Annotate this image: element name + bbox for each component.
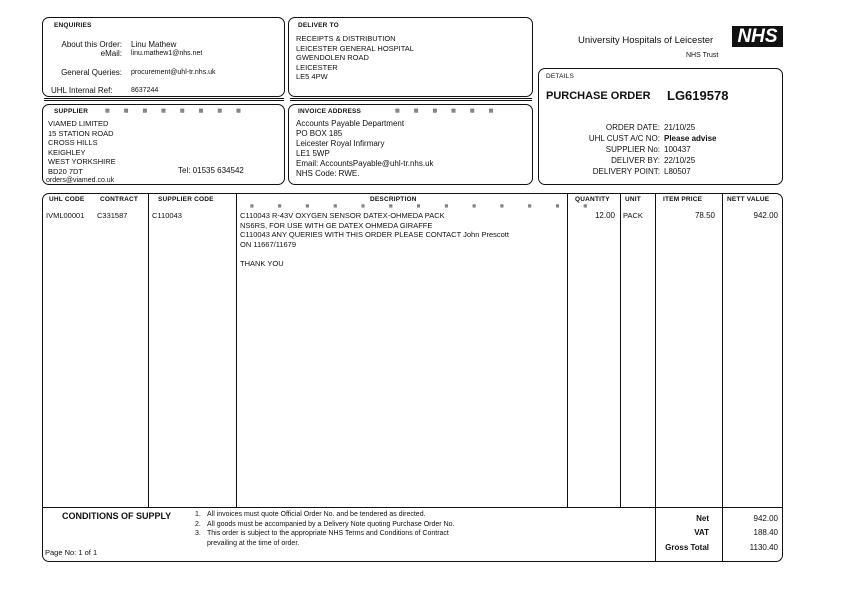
- conditions-list: [195, 510, 454, 548]
- net-label: Net: [696, 514, 709, 523]
- cell-nett-value: 942.00: [753, 211, 778, 220]
- address-line: RECEIPTS & DISTRIBUTION: [296, 34, 396, 43]
- field-label: SUPPLIER No:: [605, 145, 660, 154]
- order-date-row: [560, 123, 780, 134]
- column-divider: [148, 193, 149, 507]
- general-label: General Queries:: [61, 68, 122, 77]
- field-value: 100437: [664, 145, 691, 154]
- cell-contract: C331587: [97, 211, 128, 220]
- header-dots: ▩▩▩▩▩▩▩▩: [105, 108, 255, 114]
- address-line: LEICESTER: [296, 62, 338, 72]
- about-label: About this Order:: [61, 40, 122, 49]
- col-supplier-code: SUPPLIER CODE: [158, 196, 214, 203]
- address-line: CROSS HILLS: [48, 138, 98, 147]
- supplier-no-row: [560, 145, 780, 156]
- vat-value: 188.40: [753, 528, 778, 537]
- address-line: NHS Code: RWE.: [296, 169, 360, 178]
- cell-supplier-code: C110043: [152, 211, 182, 220]
- page-number: Page No: 1 of 1: [45, 548, 98, 557]
- deliver-to-address: [296, 34, 414, 82]
- address-line: LEICESTER GENERAL HOSPITAL: [296, 43, 414, 53]
- col-nett-value: NETT VALUE: [727, 196, 770, 203]
- condition-item: [195, 539, 454, 549]
- po-label: PURCHASE ORDER: [546, 90, 651, 102]
- supplier-address: [48, 119, 116, 176]
- condition-item: [195, 520, 454, 530]
- condition-item: [195, 510, 454, 520]
- enquiries-heading: ENQUIRIES: [54, 22, 92, 29]
- address-line: Email: AccountsPayable@uhl-tr.nhs.uk: [296, 159, 434, 168]
- deliver-to-heading: DELIVER TO: [298, 22, 339, 29]
- field-label: UHL CUST A/C NO:: [588, 134, 660, 143]
- supplier-tel: Tel: 01535 634542: [178, 166, 244, 175]
- trust-label: NHS Trust: [686, 52, 719, 59]
- ref-value: 8637244: [131, 87, 159, 94]
- address-line: WEST YORKSHIRE: [48, 157, 116, 166]
- address-line: LE5 4PW: [296, 72, 328, 81]
- conditions-heading: CONDITIONS OF SUPPLY: [62, 511, 172, 521]
- row-divider: [42, 507, 783, 508]
- address-line: VIAMED LIMITED: [48, 119, 109, 128]
- col-unit: UNIT: [625, 196, 641, 203]
- gross-total-label: Gross Total: [665, 543, 709, 552]
- condition-number: 2.: [195, 520, 201, 528]
- condition-text: prevailing at the time of order.: [207, 539, 300, 547]
- email-value: linu.mathew1@nhs.net: [131, 50, 203, 57]
- field-label: DELIVER BY:: [611, 156, 660, 165]
- cell-quantity: 12.00: [594, 211, 615, 220]
- column-divider: [567, 193, 568, 507]
- condition-number: [195, 539, 207, 549]
- address-line: KEIGHLEY: [48, 147, 86, 157]
- deliver-by-row: [560, 156, 780, 167]
- field-value: L80507: [664, 167, 691, 176]
- vat-label: VAT: [694, 528, 709, 537]
- field-value: Please advise: [664, 134, 717, 143]
- condition-text: This order is subject to the appropriate NHS Terms and Conditions of Contract: [207, 530, 449, 537]
- address-line: 15 STATION ROAD: [48, 128, 114, 138]
- condition-number: 1.: [195, 511, 201, 518]
- col-uhl-code: UHL CODE: [49, 196, 85, 203]
- cell-description: [240, 211, 509, 268]
- divider: [44, 98, 284, 101]
- details-heading: DETAILS: [546, 73, 575, 80]
- address-line: LE1 5WP: [296, 149, 330, 158]
- net-value: 942.00: [753, 514, 778, 523]
- description-line: THANK YOU: [240, 258, 284, 268]
- about-value: Linu Mathew: [131, 40, 177, 49]
- col-contract: CONTRACT: [100, 196, 139, 203]
- col-quantity: QUANTITY: [575, 196, 610, 203]
- description-line: [240, 249, 509, 259]
- description-line: NS6RS, FOR USE WITH GE DATEX OHMEDA GIRAFFE: [240, 220, 433, 230]
- address-line: PO BOX 185: [296, 129, 343, 138]
- cell-unit: PACK: [623, 211, 643, 220]
- org-name: University Hospitals of Leicester: [578, 35, 714, 46]
- invoice-address: [296, 119, 434, 179]
- description-line: ON 11667/11679: [240, 239, 297, 249]
- address-line: GWENDOLEN ROAD: [296, 53, 369, 62]
- column-divider: [620, 193, 621, 507]
- field-label: DELIVERY POINT:: [592, 167, 660, 176]
- ref-label: UHL Internal Ref:: [51, 86, 113, 95]
- condition-text: All goods must be accompanied by a Delivery Note quoting Purchase Order No.: [207, 520, 455, 528]
- address-line: Leicester Royal Infirmary: [296, 139, 385, 148]
- cell-item-price: 78.50: [694, 211, 715, 220]
- details-fields: [560, 123, 780, 178]
- condition-number: 3.: [195, 530, 201, 537]
- po-number: LG619578: [667, 88, 729, 103]
- field-value: 21/10/25: [664, 123, 696, 132]
- field-value: 22/10/25: [664, 156, 696, 165]
- description-line: C110043 ANY QUERIES WITH THIS ORDER PLEASE CONTACT John Prescott: [240, 230, 509, 239]
- gross-total-value: 1130.40: [749, 543, 778, 552]
- col-item-price: ITEM PRICE: [663, 196, 703, 203]
- supplier-email: orders@viamed.co.uk: [46, 177, 115, 184]
- email-label: eMail:: [100, 49, 122, 58]
- condition-text: All invoices must quote Official Order No. and be tendered as directed.: [207, 511, 426, 518]
- field-label: ORDER DATE:: [605, 123, 660, 132]
- divider: [290, 98, 532, 101]
- header-dots: ▩▩▩▩▩▩▩▩▩▩▩▩▩: [250, 203, 612, 208]
- address-line: BD20 7DT: [48, 166, 84, 176]
- supplier-heading: SUPPLIER: [54, 108, 89, 115]
- col-description: DESCRIPTION: [370, 196, 417, 203]
- delivery-point-row: [560, 167, 780, 178]
- nhs-logo: NHS: [732, 26, 783, 47]
- address-line: Accounts Payable Department: [296, 119, 405, 128]
- condition-item: [195, 529, 454, 539]
- cust-ac-row: [560, 134, 780, 145]
- general-value: procurement@uhl-tr.nhs.uk: [131, 69, 216, 76]
- column-divider: [236, 193, 237, 507]
- description-line: C110043 R-43V OXYGEN SENSOR DATEX-OHMEDA PACK: [240, 211, 445, 220]
- header-dots: ▩▩▩▩▩▩: [395, 108, 508, 114]
- invoice-heading: INVOICE ADDRESS: [298, 108, 362, 115]
- cell-uhl-code: IVML00001: [46, 211, 85, 220]
